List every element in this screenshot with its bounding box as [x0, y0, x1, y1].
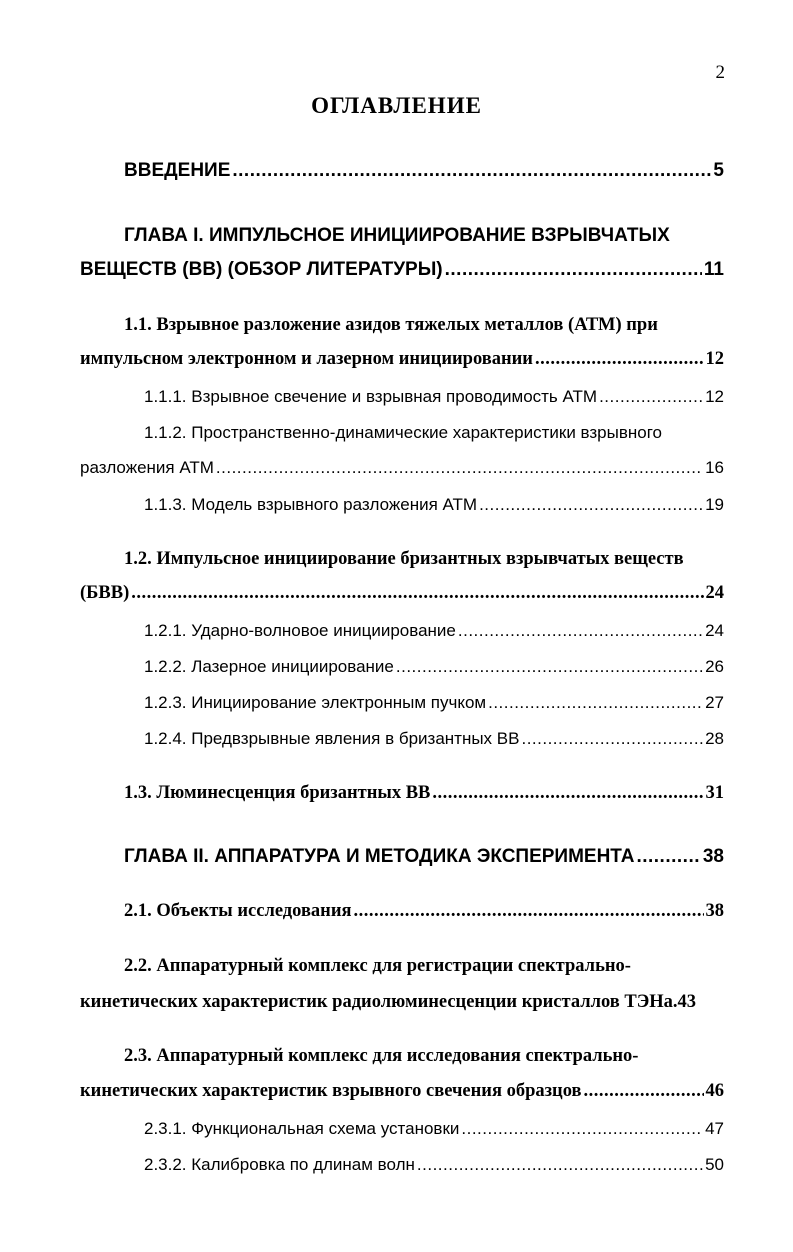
- toc-entry-subsection-1-2-3: [80, 694, 724, 711]
- toc-entry-text: (БВВ): [80, 583, 130, 603]
- dot-leader: [599, 388, 703, 405]
- toc-page-number: 38: [705, 901, 724, 921]
- dot-leader: [461, 1120, 703, 1137]
- toc-entry-subsection-1-2-1: [80, 622, 724, 639]
- toc-entry-section-1-3: [80, 784, 724, 803]
- dot-leader: [488, 694, 703, 711]
- page-number: 2: [715, 62, 725, 83]
- dot-leader: [432, 784, 703, 803]
- toc-page-number: 16: [705, 458, 724, 477]
- toc-page-number: 31: [705, 783, 724, 803]
- toc-page-number: 11: [703, 259, 724, 280]
- toc-page-number: 24: [705, 621, 724, 640]
- dot-leader: [445, 260, 702, 279]
- toc-entry-text: 2.3.1. Функциональная схема установки: [144, 1119, 460, 1138]
- toc-page-number: 46: [705, 1081, 724, 1101]
- page-title: ОГЛАВЛЕНИЕ: [311, 93, 482, 118]
- toc-chapter-1-line1: ГЛАВА I. ИМПУЛЬСНОЕ ИНИЦИИРОВАНИЕ ВЗРЫВЧАТЫХ: [124, 225, 670, 246]
- toc-entry-text: 1.2.4. Предвзрывные явления в бризантных ВВ: [144, 729, 520, 748]
- toc-entry-subsection-1-2-4: [80, 730, 724, 747]
- dot-leader: [216, 459, 703, 476]
- toc-entry-text: ГЛАВА II. АППАРАТУРА И МЕТОДИКА ЭКСПЕРИМЕНТА: [124, 846, 635, 867]
- toc-entry-text: ВЕЩЕСТВ (ВВ) (ОБЗОР ЛИТЕРАТУРЫ): [80, 259, 443, 280]
- toc-entry-chapter-2: [80, 847, 724, 866]
- toc-entry-subsection-1-1-2: [80, 459, 724, 476]
- toc-entry-text: кинетических характеристик взрывного свечения образцов: [80, 1081, 582, 1101]
- toc-entry-text: 1.2.2. Лазерное инициирование: [144, 657, 394, 676]
- toc-entry-text: 1.3. Люминесценция бризантных ВВ: [124, 783, 431, 803]
- toc-page-number: 26: [705, 657, 724, 676]
- toc-entry-subsection-1-2-2: [80, 658, 724, 675]
- toc-entry-section-1-2: [80, 584, 724, 603]
- toc-entry-subsection-2-3-2: [80, 1156, 724, 1173]
- dot-leader: [584, 1082, 704, 1101]
- toc-subsection-1-1-2-line1: 1.1.2. Пространственно-динамические характеристики взрывного: [144, 423, 663, 442]
- toc-entry-subsection-2-3-1: [80, 1120, 724, 1137]
- toc-entry-text: 1.1.3. Модель взрывного разложения АТМ: [144, 495, 478, 514]
- toc-entry-subsection-1-1-1: [80, 388, 724, 405]
- toc-entry-text: 1.2.1. Ударно-волновое инициирование: [144, 621, 456, 640]
- toc-page-number: 19: [705, 495, 724, 514]
- dot-leader: [131, 584, 703, 603]
- toc-entry-chapter-1: [80, 260, 724, 279]
- toc-entry-text: 1.1.1. Взрывное свечение и взрывная проводимость АТМ: [144, 387, 598, 406]
- toc-page-number: 12: [705, 349, 724, 369]
- dot-leader: [458, 622, 703, 639]
- toc-entry-section-2-1: [80, 902, 724, 921]
- toc-entry-text: импульсном электронном и лазерном инициировании: [80, 349, 533, 369]
- dot-leader: [232, 161, 711, 180]
- dot-leader: [479, 496, 703, 513]
- toc-section-2-2-line1: 2.2. Аппаратурный комплекс для регистрации спектрально-: [124, 956, 631, 976]
- toc-page-number: 12: [705, 387, 724, 406]
- toc-page-number: 5: [713, 160, 724, 181]
- toc-section-1-2-line1: 1.2. Импульсное инициирование бризантных взрывчатых веществ: [124, 549, 684, 569]
- toc-section-2-2-line2: кинетических характеристик радиолюминесценции кристаллов ТЭНа.43: [80, 992, 697, 1012]
- toc-entry-section-2-3: [80, 1082, 724, 1101]
- toc-page-number: 38: [702, 846, 724, 867]
- toc-page-number: 28: [705, 729, 724, 748]
- toc-entry-text: разложения АТМ: [80, 458, 214, 477]
- dot-leader: [396, 658, 703, 675]
- toc-entry-section-1-1: [80, 350, 724, 369]
- dot-leader: [521, 730, 703, 747]
- toc-section-1-1-line1: 1.1. Взрывное разложение азидов тяжелых металлов (АТМ) при: [124, 315, 658, 335]
- toc-page-number: 24: [705, 583, 724, 603]
- toc-entry-text: 1.2.3. Инициирование электронным пучком: [144, 693, 487, 712]
- toc-entry-subsection-1-1-3: [80, 496, 724, 513]
- dot-leader: [417, 1156, 703, 1173]
- dot-leader: [354, 902, 704, 921]
- toc-page-number: 27: [705, 693, 724, 712]
- toc-entry-text: ВВЕДЕНИЕ: [124, 160, 231, 181]
- dot-leader: [636, 847, 700, 866]
- dot-leader: [535, 350, 704, 369]
- toc-entry-text: 2.3.2. Калибровка по длинам волн: [144, 1155, 415, 1174]
- toc-page-number: 50: [705, 1155, 724, 1174]
- toc-entry-introduction: [80, 161, 724, 180]
- toc-entry-text: 2.1. Объекты исследования: [124, 901, 352, 921]
- toc-page-number: 47: [705, 1119, 724, 1138]
- toc-section-2-3-line1: 2.3. Аппаратурный комплекс для исследования спектрально-: [124, 1046, 639, 1066]
